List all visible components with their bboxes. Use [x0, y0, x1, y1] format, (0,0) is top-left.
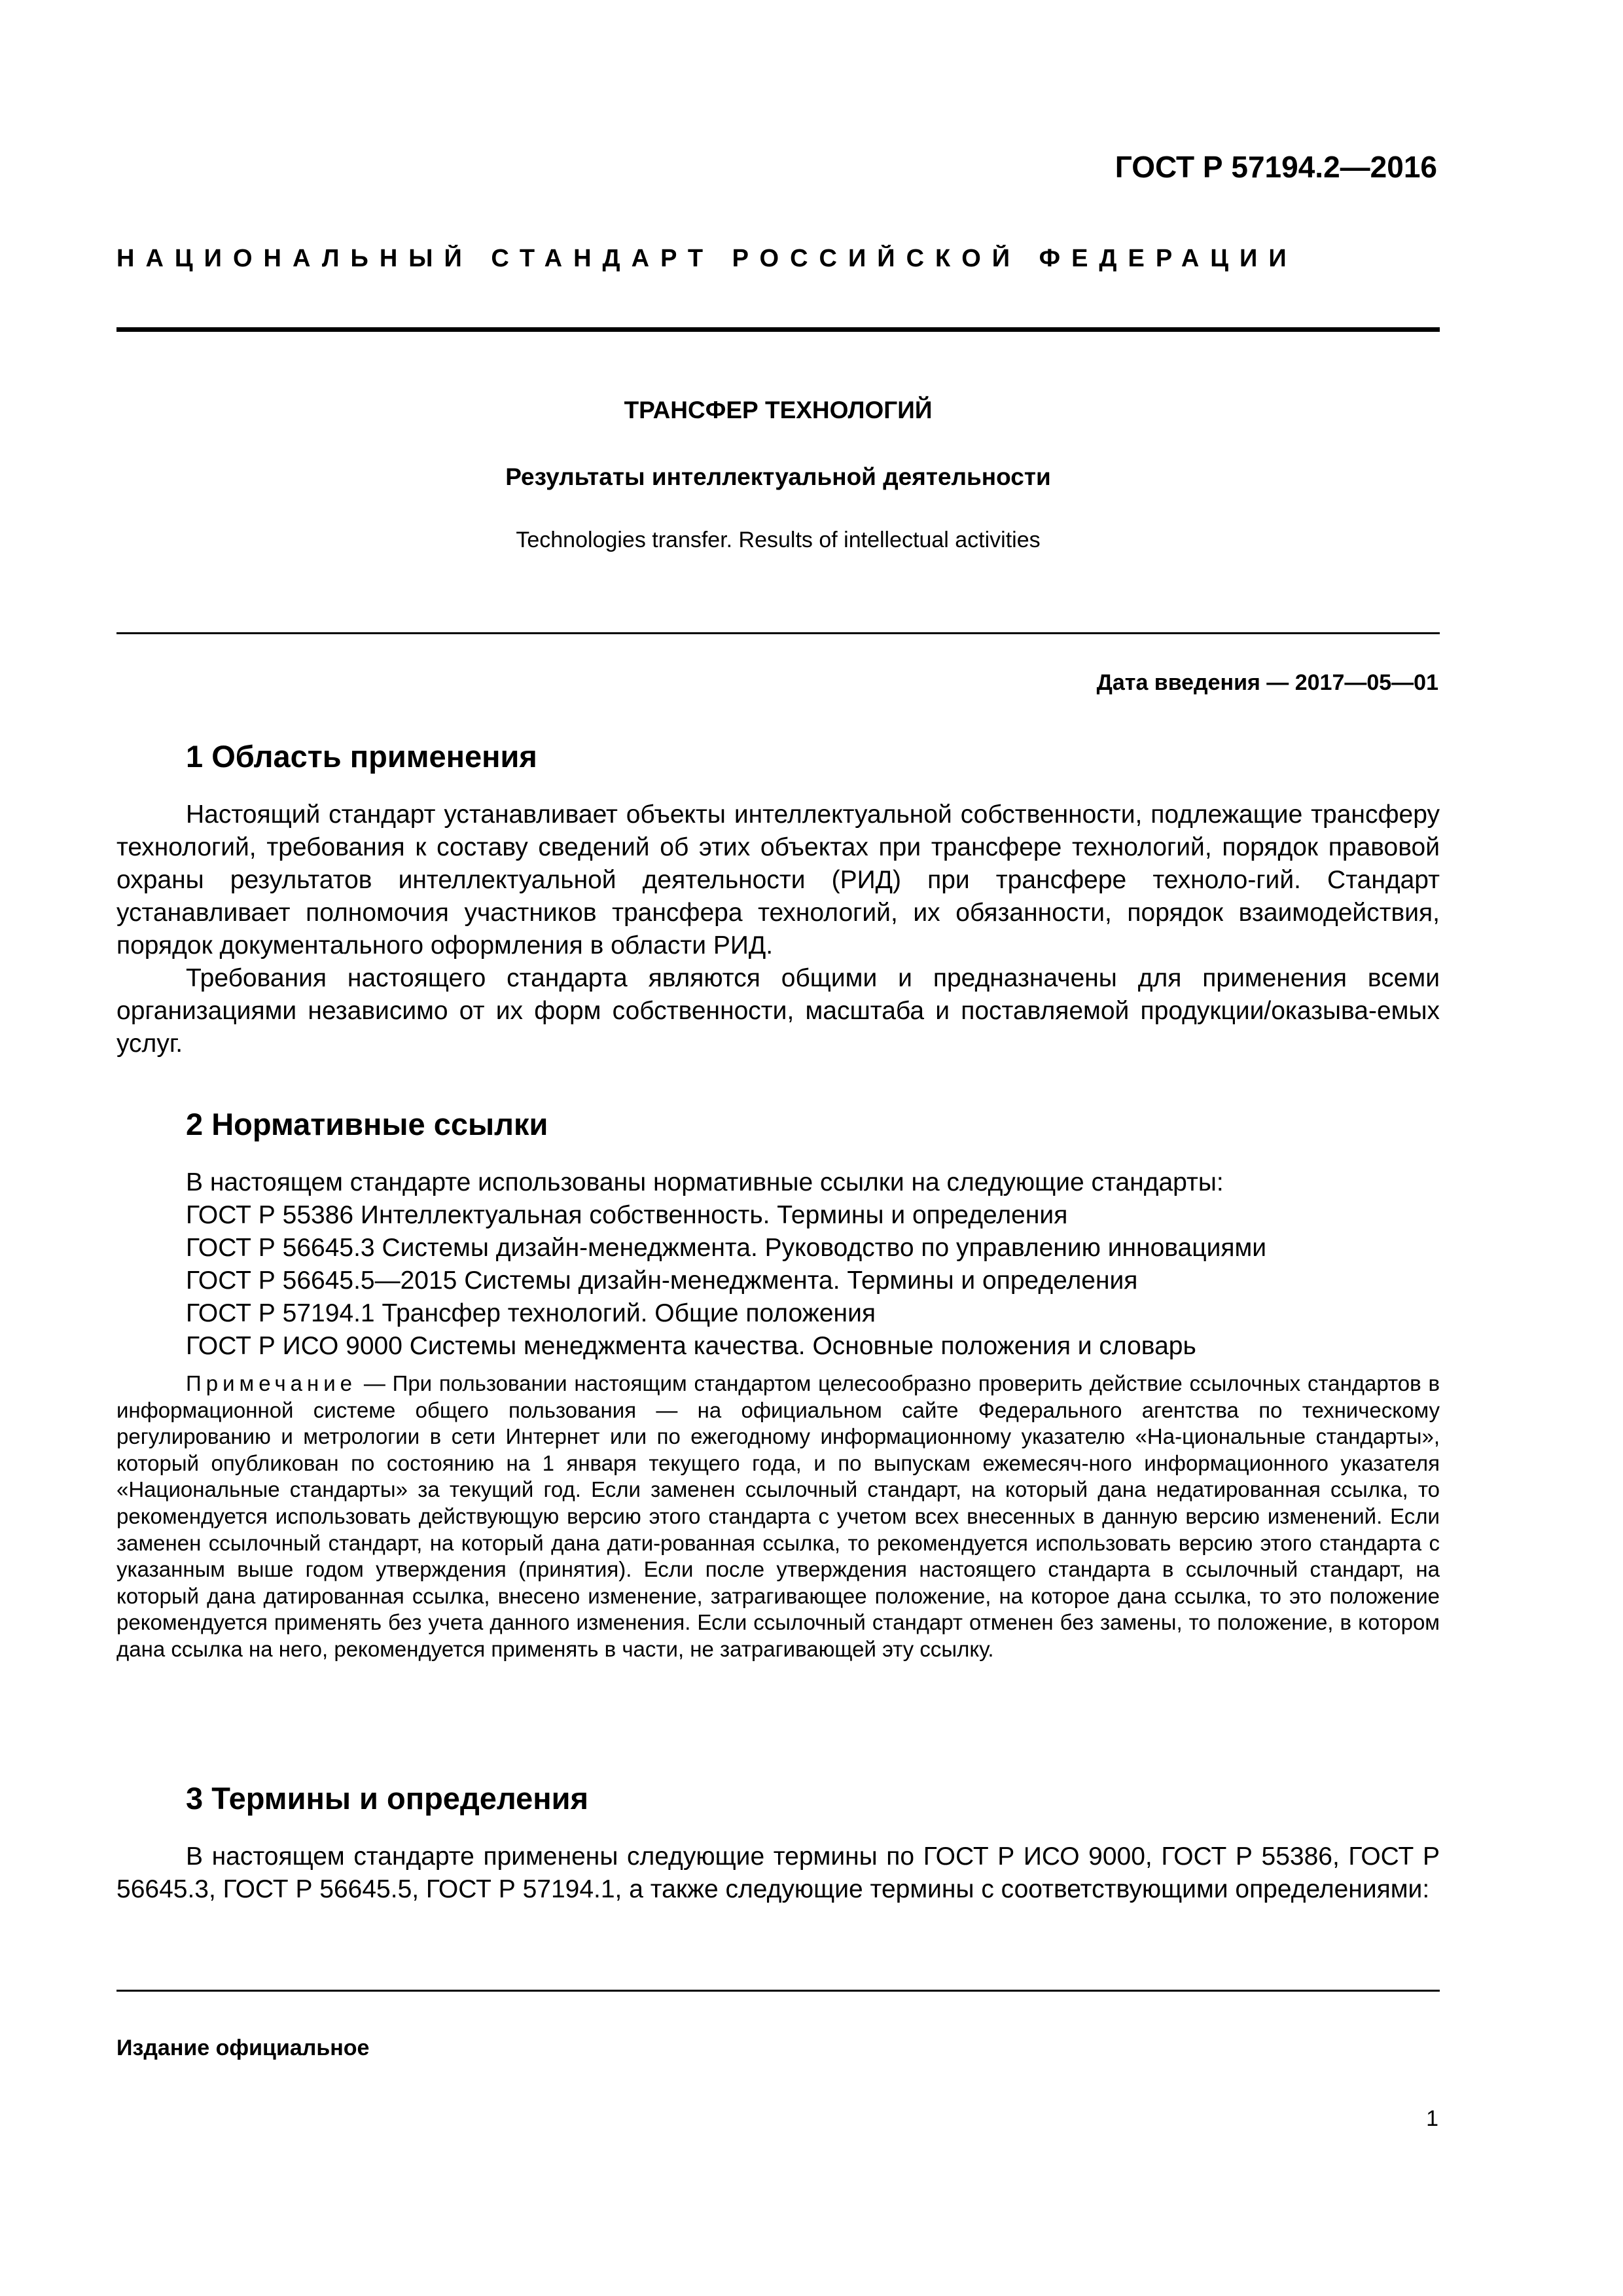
document-subtitle: Результаты интеллектуальной деятельности: [505, 463, 1051, 490]
reference-item: ГОСТ Р 55386 Интеллектуальная собственность. Термины и определения: [186, 1201, 1068, 1229]
footer-divider: [116, 1990, 1440, 1992]
official-edition-label: Издание официальное: [116, 2036, 370, 2060]
standard-code: ГОСТ Р 57194.2—2016: [1115, 150, 1437, 184]
references-intro: В настоящем стандарте использованы нормативные ссылки на следующие стандарты:: [186, 1168, 1224, 1196]
document-title: ТРАНСФЕР ТЕХНОЛОГИЙ: [624, 397, 933, 423]
note-label: Примечание: [186, 1371, 357, 1395]
reference-item: ГОСТ Р 56645.5—2015 Системы дизайн-менеджмента. Термины и определения: [186, 1266, 1138, 1295]
section-1-heading: 1 Область применения: [186, 739, 537, 774]
note-text: — При пользовании настоящим стандартом целесообразно проверить действие ссылочных стандартов в информационной системе общего пользования — на официальном сайте Федерального агентства по техническому регулированию и метрологии в сети Интернет или по ежегодному информационному указателю «На-циональные стандарты», который опубликован по состоянию на 1 января текущего года, и по выпускам ежемесяч-ного информационного указателя «Национальные стандарты» за текущий год. Если заменен ссылочный стандарт, на который дана недатированная ссылка, то рекомендуется использовать действующую версию этого стандарта с учетом всех внесенных в данную версию изменений. Если заменен ссылочный стандарт, на который дана дати-рованная ссылка, то рекомендуется использовать версию этого стандарта с указанным выше годом утверждения (принятия). Если после утверждения настоящего стандарта в ссылочный стандарт, на который дана датированная ссылка, внесено изменение, затрагивающее положение, на которое дана ссылка, то это положение рекомендуется применять без учета данного изменения. Если ссылочный стандарт отменен без замены, то положение, в котором дана ссылка на него, рекомендуется применять в части, не затрагивающей эту ссылку.: [116, 1371, 1440, 1661]
reference-item: ГОСТ Р 56645.3 Системы дизайн-менеджмента. Руководство по управлению инновациями: [186, 1234, 1267, 1262]
reference-item: ГОСТ Р 57194.1 Трансфер технологий. Общие положения: [186, 1299, 876, 1327]
section-3-heading: 3 Термины и определения: [186, 1781, 588, 1816]
section-3-paragraph: В настоящем стандарте применены следующие термины по ГОСТ Р ИСО 9000, ГОСТ Р 55386, ГОСТ Р 56645.3, ГОСТ Р 56645.5, ГОСТ Р 57194.1, а также следующие термины с соответствующими определениями:: [116, 1842, 1440, 1903]
section-3-body: [116, 1840, 1440, 1906]
section-2-heading: 2 Нормативные ссылки: [186, 1107, 548, 1141]
section-1-paragraph: Настоящий стандарт устанавливает объекты интеллектуальной собственности, подлежащие трансферу технологий, требования к составу сведений об этих объектах при трансфере технологий, порядок правовой охраны результатов интеллектуальной деятельности (РИД) при трансфере техноло-гий. Стандарт устанавливает полномочия участников трансфера технологий, их обязанности, порядок взаимодействия, порядок документального оформления в области РИД.: [116, 800, 1440, 960]
header-divider: [116, 327, 1440, 332]
note-block: [116, 1371, 1440, 1663]
reference-item: ГОСТ Р ИСО 9000 Системы менеджмента качества. Основные положения и словарь: [186, 1332, 1196, 1360]
section-1-paragraph: Требования настоящего стандарта являются общими и предназначены для применения всеми организациями независимо от их форм собственности, масштаба и поставляемой продукции/оказыва-емых услуг.: [116, 964, 1440, 1058]
section-1-body: [116, 798, 1440, 1060]
english-title: Technologies transfer. Results of intellectual activities: [516, 528, 1041, 552]
page-number: 1: [1426, 2106, 1438, 2131]
title-divider: [116, 632, 1440, 634]
national-standard-banner: НАЦИОНАЛЬНЫЙ СТАНДАРТ РОССИЙСКОЙ ФЕДЕРАЦИИ: [116, 245, 1298, 272]
normative-references: [186, 1166, 1266, 1363]
introduction-date: Дата введения — 2017—05—01: [1096, 670, 1438, 695]
